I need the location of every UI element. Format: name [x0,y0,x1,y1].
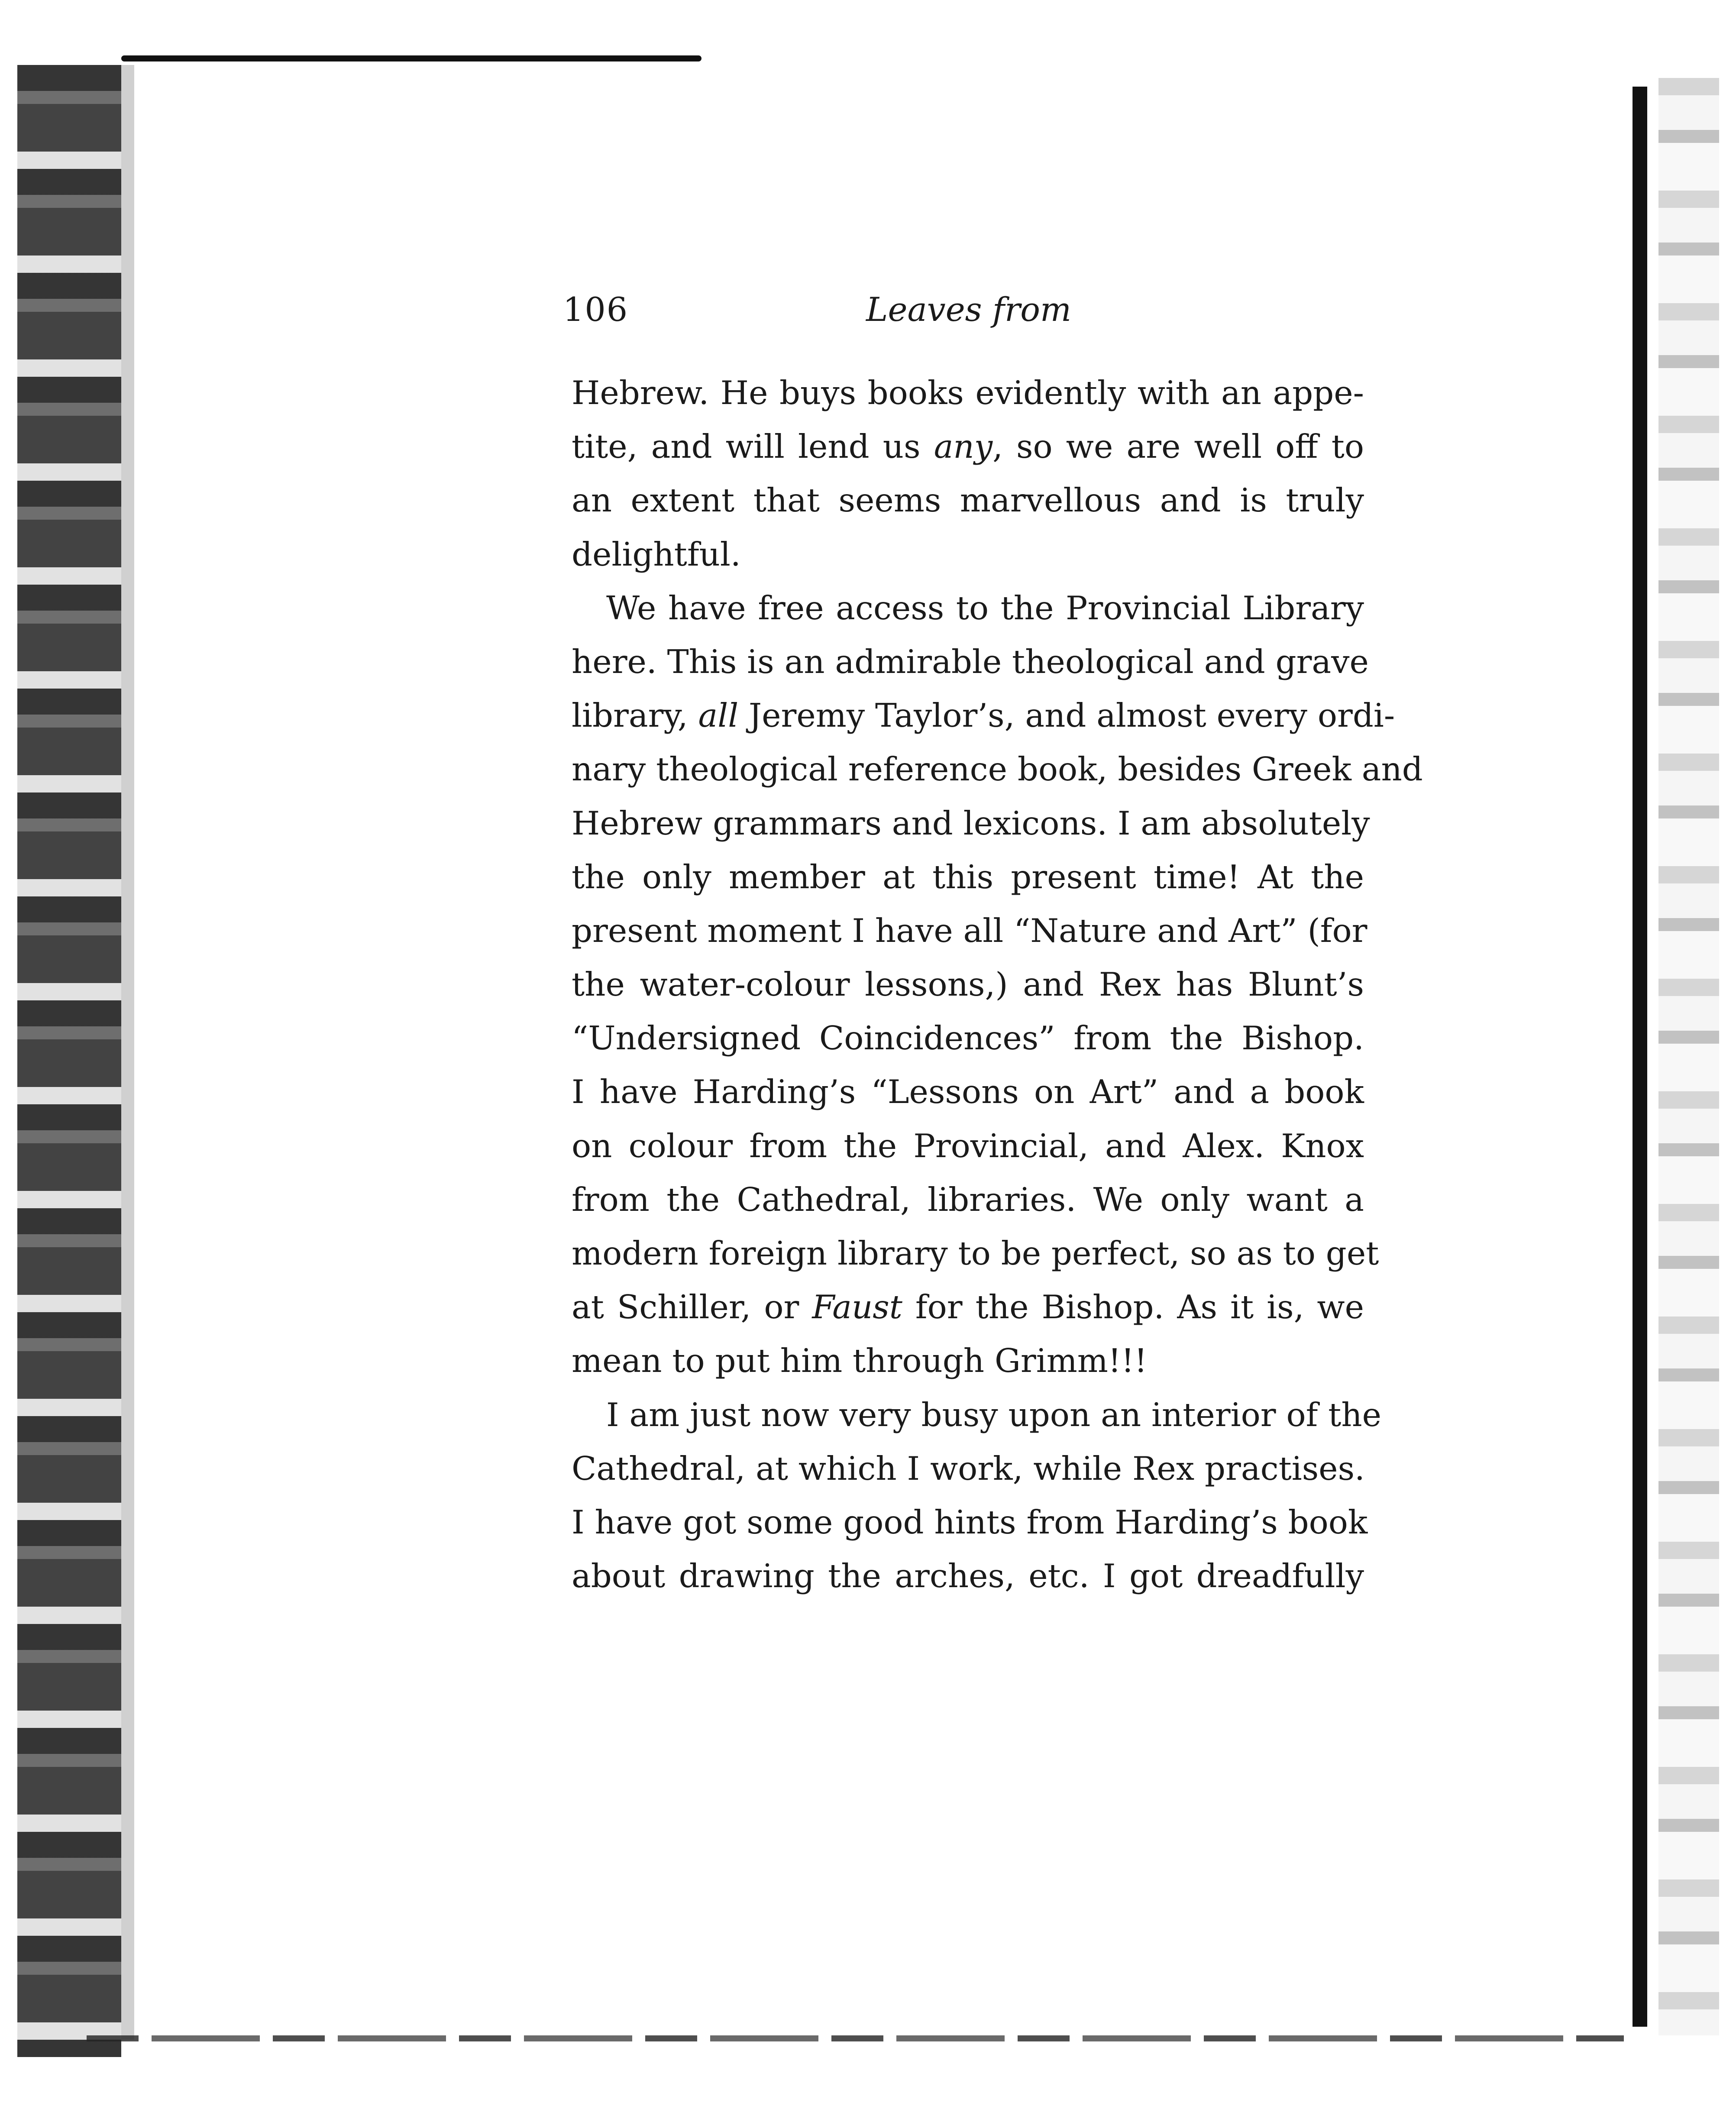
text-line: an extent that seems marvellous and is truly [572,481,1364,520]
body-text [572,366,1423,1603]
text-line: “Undersigned Coincidences” from the Bishop. [572,1019,1364,1058]
text-line: I have got some good hints from Harding’s book [572,1503,1368,1541]
text-line: tite, and will lend us any, so we are well off to [572,427,1364,466]
text-line: We have free access to the Provincial Library [606,589,1364,627]
text-line: I am just now very busy upon an interior of the [606,1395,1382,1434]
scan-page-edge-right [1633,87,1647,2027]
text-line: the only member at this present time! At the [572,857,1364,896]
text-line: from the Cathedral, libraries. We only want a [572,1180,1364,1219]
page-header [563,290,1377,338]
scan-binding-edge-left [17,65,121,2057]
text-line: Cathedral, at which I work, while Rex practises. [572,1449,1365,1488]
page-number: 106 [563,290,629,329]
text-line: delightful. [572,535,741,573]
text-line: library, all Jeremy Taylor’s, and almost every ordi- [572,696,1395,735]
text-line: mean to put him through Grimm!!! [572,1342,1148,1380]
text-line: about drawing the arches, etc. I got dreadfully [572,1557,1364,1595]
italic-word: all [698,696,739,735]
text-line: modern foreign library to be perfect, so as to get [572,1234,1379,1272]
text-line: on colour from the Provincial, and Alex. Knox [572,1126,1364,1165]
text-line: at Schiller, or Faust for the Bishop. As it is, we [572,1288,1364,1326]
running-title: Leaves from [866,290,1072,329]
text-line: the water-colour lessons,) and Rex has Blunt’s [572,965,1364,1004]
text-line: Hebrew. He buys books evidently with an appe- [572,374,1364,412]
text-line: nary theological reference book, besides Greek and [572,750,1423,789]
text-line: I have Harding’s “Lessons on Art” and a book [572,1073,1364,1111]
scan-binding-edge-right [1658,78,1719,2035]
scan-top-rule [121,55,702,61]
scan-page-edge-left [121,65,134,2040]
scan-bottom-rule [87,2035,1624,2041]
italic-word: Faust [812,1288,902,1326]
text-line: Hebrew grammars and lexicons. I am absolutely [572,804,1370,842]
italic-word: any [934,427,993,466]
text-line: here. This is an admirable theological and grave [572,642,1369,681]
text-line: present moment I have all “Nature and Art” (for [572,911,1367,950]
